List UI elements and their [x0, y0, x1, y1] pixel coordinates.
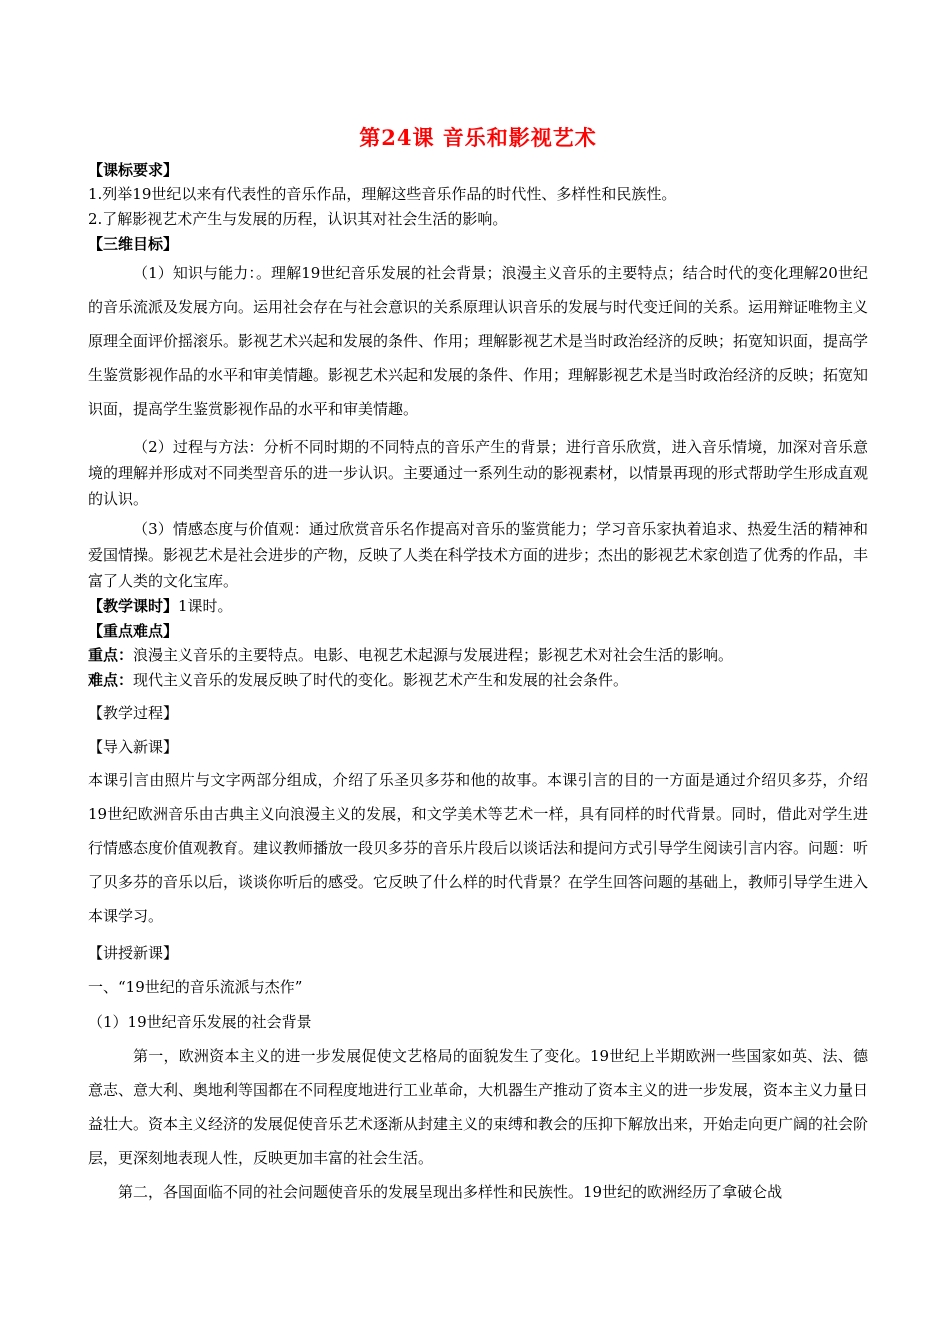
teaching-process-heading: 【教学过程】 — [88, 704, 179, 722]
three-dimensional-goals-heading: 【三维目标】 — [88, 235, 179, 253]
key-point-text: 浪漫主义音乐的主要特点。电影、电视艺术起源与发展进程；影视艺术对社会生活的影响。 — [133, 646, 734, 664]
background-first-point: 第一，欧洲资本主义的进一步发展促使文艺格局的面貌发生了变化。19世纪上半期欧洲一些国家如英、法、德意志、意大利、奥地利等国都在不同程度地进行工业革命，大机器生产推动了资本主义的进一步发展，资本主义力量日益壮大。资本主义经济的发展促使音乐艺术逐渐从封建主义的束缚和教会的压抑下解放出来，开始走向更广阔的社会阶层，更深刻地表现人性，反映更加丰富的社会生活。 — [88, 1047, 869, 1167]
goal-knowledge-ability: （1）知识与能力：。理解19世纪音乐发展的社会背景；浪漫主义音乐的主要特点；结合时代的变化理解20世纪的音乐流派及发展方向。运用社会存在与社会意识的关系原理认识音乐的发展与时代变迁间的关系。运用辩证唯物主义原理全面评价摇滚乐。影视艺术兴起和发展的条件、作用；理解影视艺术是当时政治经济的反映；拓宽知识面，提高学生鉴赏影视作品的水平和审美情趣。影视艺术兴起和发展的条件、作用；理解影视艺术是当时政治经济的反映；拓宽知识面，提高学生鉴赏影视作品的水平和审美情趣。 — [88, 264, 869, 418]
key-difficult-points-heading: 【重点难点】 — [88, 622, 179, 640]
document-page — [88, 124, 868, 1209]
difficult-point-label: 难点： — [88, 671, 134, 689]
lesson-title: 第24课 音乐和影视艺术 — [359, 125, 597, 150]
part-one-title: 一、“19世纪的音乐流派与杰作” — [88, 978, 303, 996]
intro-lesson-text: 本课引言由照片与文字两部分组成，介绍了乐圣贝多芬和他的故事。本课引言的目的一方面是通过介绍贝多芬，介绍19世纪欧洲音乐由古典主义向浪漫主义的发展，和文学美术等艺术一样，具有同样的时代背景。同时，借此对学生进行情感态度价值观教育。建议教师播放一段贝多芬的音乐片段后以谈话法和提问方式引导学生阅读引言内容。问题：听了贝多芬的音乐以后，谈谈你听后的感受。它反映了什么样的时代背景？在学生回答问题的基础上，教师引导学生进入本课学习。 — [88, 771, 869, 925]
goal-emotion-values: （3）情感态度与价值观：通过欣赏音乐名作提高对音乐的鉴赏能力；学习音乐家执着追求、热爱生活的精神和爱国情操。影视艺术是社会进步的产物，反映了人类在科学技术方面的进步；杰出的影视艺术家创造了优秀的作品，丰富了人类的文化宝库。 — [88, 520, 869, 590]
curriculum-requirements-heading: 【课标要求】 — [88, 161, 179, 179]
intro-lesson-heading: 【导入新课】 — [88, 738, 179, 756]
difficult-point-text: 现代主义音乐的发展反映了时代的变化。影视艺术产生和发展的社会条件。 — [133, 671, 629, 689]
teaching-hours-heading: 【教学课时】 — [88, 597, 179, 615]
teaching-hours — [88, 594, 868, 619]
background-second-point: 第二，各国面临不同的社会问题使音乐的发展呈现出多样性和民族性。19世纪的欧洲经历了拿破仑战 — [118, 1183, 783, 1201]
key-point-label: 重点： — [88, 646, 134, 664]
difficult-point — [88, 668, 868, 693]
teaching-hours-value: 1课时。 — [178, 597, 233, 615]
key-point — [88, 643, 868, 668]
new-lesson-heading: 【讲授新课】 — [88, 944, 179, 962]
requirement-item-1: 1.列举19世纪以来有代表性的音乐作品，理解这些音乐作品的时代性、多样性和民族性。 — [88, 185, 677, 203]
requirement-item-2: 2.了解影视艺术产生与发展的历程，认识其对社会生活的影响。 — [88, 210, 508, 228]
subsection-background: （1）19世纪音乐发展的社会背景 — [88, 1013, 312, 1031]
goal-process-method: （2）过程与方法：分析不同时期的不同特点的音乐产生的背景；进行音乐欣赏，进入音乐情境，加深对音乐意境的理解并形成对不同类型音乐的进一步认识。主要通过一系列生动的影视素材，以情景再现的形式帮助学生形成直观的认识。 — [88, 438, 869, 508]
